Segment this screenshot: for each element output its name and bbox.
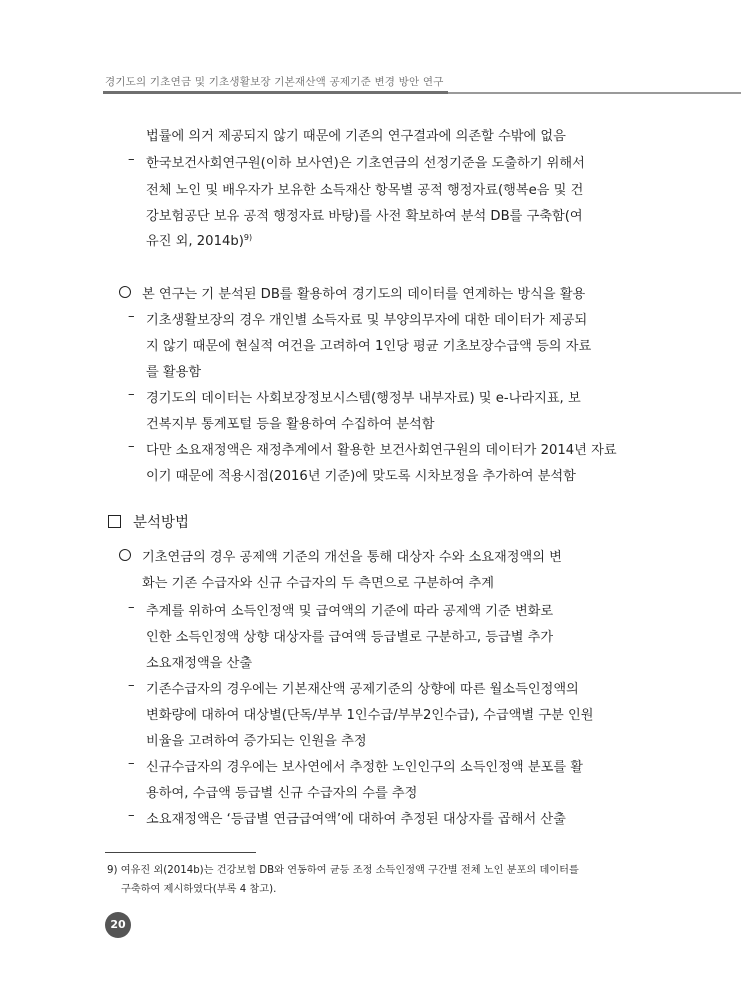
- dash-bullet: –: [128, 387, 135, 402]
- body-line: 신규수급자의 경우에는 보사연에서 추정한 노인인구의 소득인정액 분포를 활: [146, 760, 583, 775]
- footnote-divider: [105, 852, 256, 853]
- footnote-text: 9) 여유진 외(2014b)는 건강보험 DB와 연동하여 균등 조정 소득인정액 구간별 전체 노인 분포의 데이터를: [107, 865, 579, 876]
- body-line: 화는 기존 수급자와 신규 수급자의 두 측면으로 구분하여 추계: [142, 576, 495, 591]
- body-line: 다만 소요재정액은 재정추계에서 활용한 보건사회연구원의 데이터가 2014년 자료: [146, 443, 617, 458]
- body-line: 본 연구는 기 분석된 DB를 활용하여 경기도의 데이터를 연계하는 방식을 활용: [142, 287, 586, 302]
- body-line: 소요재정액을 산출: [146, 656, 253, 671]
- body-line: 용하여, 수급액 등급별 신규 수급자의 수를 추정: [146, 786, 418, 801]
- body-line: 법률에 의거 제공되지 않기 때문에 기존의 연구결과에 의존할 수밖에 없음: [146, 129, 566, 144]
- body-line: 지 않기 때문에 현실적 여건을 고려하여 1인당 평균 기초보장수급액 등의 자료: [146, 339, 592, 354]
- body-line: 비율을 고려하여 증가되는 인원을 추정: [146, 734, 367, 749]
- body-text: 유진 외, 2014b): [146, 234, 244, 249]
- body-line: 강보험공단 보유 공적 행정자료 바탕)를 사전 확보하여 분석 DB를 구축함(여: [146, 209, 583, 224]
- section-heading: 분석방법: [133, 515, 190, 531]
- dash-bullet: –: [128, 309, 135, 324]
- body-line: 기초연금의 경우 공제액 기준의 개선을 통해 대상자 수와 소요재정액의 변: [142, 550, 562, 565]
- body-line: 기초생활보장의 경우 개인별 소득자료 및 부양의무자에 대한 데이터가 제공되: [146, 313, 588, 328]
- body-line: 경기도의 데이터는 사회보장정보시스템(행정부 내부자료) 및 e-나라지표, 보: [146, 391, 581, 406]
- body-line: 변화량에 대하여 대상별(단독/부부 1인수급/부부2인수급), 수급액별 구분 인원: [146, 708, 594, 723]
- body-line: 인한 소득인정액 상향 대상자를 급여액 등급별로 구분하고, 등급별 추가: [146, 630, 554, 645]
- dash-bullet: –: [128, 152, 135, 167]
- dash-bullet: –: [128, 756, 135, 771]
- dash-bullet: –: [128, 600, 135, 615]
- header-divider: [103, 92, 741, 94]
- running-header: 경기도의 기초연금 및 기초생활보장 기본재산액 공제기준 변경 방안 연구: [105, 76, 444, 88]
- square-bullet-icon: [108, 515, 121, 528]
- body-line: 한국보건사회연구원(이하 보사연)은 기초연금의 선정기준을 도출하기 위해서: [146, 156, 585, 171]
- body-line: 이기 때문에 적용시점(2016년 기준)에 맞도록 시차보정을 추가하여 분석함: [146, 469, 576, 484]
- body-line: [146, 230, 252, 249]
- body-line: 전체 노인 및 배우자가 보유한 소득재산 항목별 공적 행정자료(행복e음 및 건: [146, 183, 584, 198]
- body-line: 추계를 위하여 소득인정액 및 급여액의 기준에 따라 공제액 기준 변화로: [146, 604, 554, 619]
- circle-bullet-icon: [119, 286, 131, 298]
- body-line: 건복지부 통계포털 등을 활용하여 수집하여 분석함: [146, 417, 435, 432]
- dash-bullet: –: [128, 808, 135, 823]
- body-line: 기존수급자의 경우에는 기본재산액 공제기준의 상향에 따른 월소득인정액의: [146, 682, 579, 697]
- body-line: 소요재정액은 ‘등급별 연금급여액’에 대하여 추정된 대상자를 곱해서 산출: [146, 812, 566, 827]
- dash-bullet: –: [128, 439, 135, 454]
- footnote-reference: 9): [243, 233, 253, 242]
- circle-bullet-icon: [119, 549, 131, 561]
- page-number: 20: [105, 912, 131, 938]
- dash-bullet: –: [128, 678, 135, 693]
- body-line: 를 활용함: [146, 365, 202, 380]
- footnote-text: 구축하여 제시하였다(부록 4 참고).: [121, 884, 277, 895]
